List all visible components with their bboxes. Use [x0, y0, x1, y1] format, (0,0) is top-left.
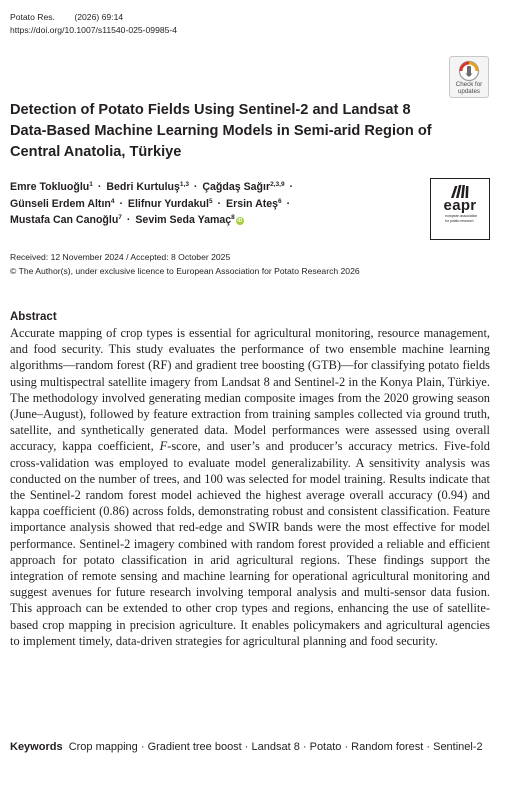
author-affiliation: 8 — [231, 214, 235, 221]
doi-link[interactable]: https://doi.org/10.1007/s11540-025-09985-4 — [10, 25, 178, 35]
eapr-logo-icon — [445, 184, 475, 198]
keywords-list: Crop mapping · Gradient tree boost · Landsat 8 · Potato · Random forest · Sentinel-2 — [68, 741, 483, 753]
abstract-heading: Abstract — [10, 311, 57, 323]
author-affiliation: 2,3,9 — [270, 181, 285, 188]
author-name[interactable]: Elifnur Yurdakul — [127, 197, 209, 210]
author-list — [10, 179, 420, 229]
author-affiliation: 7 — [118, 214, 122, 221]
badge-text-2: updates — [457, 87, 481, 95]
society-logo — [430, 178, 490, 240]
author-separator: · — [193, 181, 198, 193]
keywords-label: Keywords — [10, 741, 63, 753]
journal-name: Potato Res. — [10, 12, 55, 22]
check-for-updates-badge[interactable] — [449, 56, 489, 98]
author-separator: · — [217, 197, 222, 210]
society-subtitle-1: european association — [445, 214, 478, 218]
received-accepted: Received: 12 November 2024 / Accepted: 8 October 2025 — [10, 252, 231, 262]
author-affiliation: 6 — [278, 197, 282, 205]
author-name[interactable]: Emre Tokluoğlu — [10, 181, 90, 193]
author-separator: · — [126, 214, 131, 226]
running-header — [10, 11, 177, 37]
author-affiliation: 1,3 — [179, 181, 189, 188]
abstract-part-1: Accurate mapping of crop types is essential for agricultural monitoring, resource management, and food security. This study evaluates the performance of two ensemble machine learning algorithms—random forest (RF) and gradient tree boosting (GTB)—for classifying potato fields using multispectral satellite imagery from Landsat 8 and Sentinel-2 in the Konya Plain, Türkiye. The methodology involved generating median composite images from the 2020 growing season (June–August), followed by feature extraction from training samples collected via ground truth, satellite, and synthetically generated data. Model performances were assessed using overall accuracy, kappa coefficient, — [10, 326, 490, 454]
keywords — [10, 739, 490, 755]
article-title: Detection of Potato Fields Using Sentinel-2 and Landsat 8 Data-Based Machine Learning Models in Semi-arid Region of Central Anatolia, Türkiye — [10, 102, 432, 160]
badge-text-1: Check for — [455, 81, 483, 88]
author-name[interactable]: Mustafa Can Canoğlu — [10, 214, 119, 226]
author-separator: · — [97, 181, 102, 193]
author-name[interactable]: Bedri Kurtuluş — [106, 181, 180, 193]
author-separator: · — [286, 197, 291, 210]
author-separator: · — [289, 181, 294, 193]
orcid-icon[interactable]: iD — [237, 218, 243, 224]
abstract-text — [10, 325, 490, 649]
article-dates — [10, 250, 360, 278]
author-affiliation: 5 — [208, 197, 213, 205]
check-for-updates-icon — [458, 60, 480, 82]
author-name[interactable]: Çağdaş Sağır — [202, 181, 271, 193]
author-affiliation: 4 — [110, 197, 115, 205]
society-subtitle-2: for potato research — [445, 219, 474, 223]
author-name[interactable]: Sevim Seda Yamaç — [135, 214, 232, 226]
author-separator: · — [119, 197, 123, 210]
author-name[interactable]: Ersin Ateş — [226, 197, 279, 210]
citation: (2026) 69:14 — [74, 12, 124, 22]
abstract-f-italic: F — [159, 439, 168, 454]
society-name: eapr — [443, 197, 477, 214]
author-name[interactable]: Günseli Erdem Altın — [10, 197, 111, 210]
copyright-line: © The Author(s), under exclusive licence to European Association for Potato Research 2026 — [10, 266, 360, 276]
abstract-part-2: -score, and user’s and producer’s accuracy metrics. Five-fold cross-validation was employed to evaluate model generalizability. A sensitivity analysis was conducted on the number of trees, and 100 was selected for model training. Results indicate that the Sentinel-2 random forest model achieved the highest average overall accuracy (0.94) and kappa coefficient (0.86) across folds, demonstrating robust and consistent classification. Feature importance analysis showed that red-edge and SWIR bands were the most effective for model performance. Sentinel-2 imagery combined with random forest provided a reliable and efficient approach for potato classification in arid agricultural regions. These findings support the integration of remote sensing and machine learning for operational agricultural monitoring and suggest avenues for future research involving temporal analysis and multi-sensor data fusion. This approach can be extended to other crop types and regions, enhancing the use of satellite-based crop mapping in precision agriculture. It enables policymakers and agricultural agencies to implement timely, data-driven strategies for agricultural planning and food security. — [10, 439, 490, 648]
author-affiliation: 1 — [89, 181, 93, 188]
